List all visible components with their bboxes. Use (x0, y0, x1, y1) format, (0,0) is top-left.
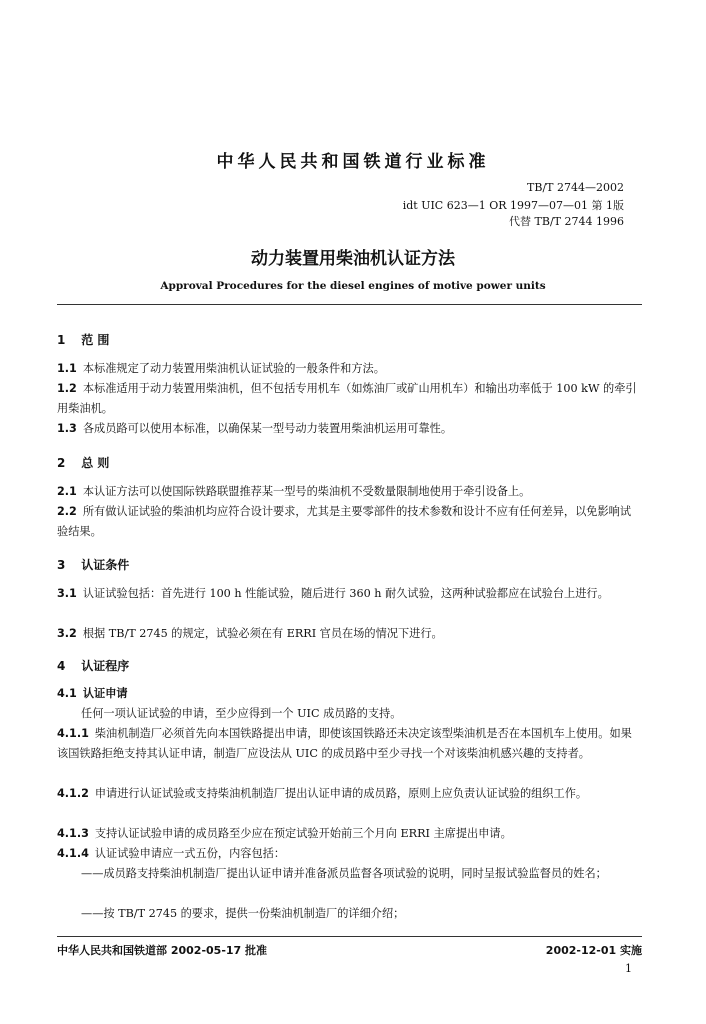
paragraph-4-1-2 (57, 784, 642, 804)
paragraph-text: 本标准适用于动力装置用柴油机，但不包括专用机车（如炼油厂或矿山用机车）和输出功率低于 100 kW 的牵引用柴油机。 (57, 382, 637, 415)
section-number: 4 (57, 659, 66, 673)
paragraph-number: 4.1.3 (57, 827, 89, 840)
paragraph-number: 4.1.1 (57, 727, 89, 740)
paragraph-text: 认证试验申请应一式五份，内容包括： (94, 847, 286, 860)
list-item-text: ——按 TB/T 2745 的要求，提供一份柴油机制造厂的详细介绍； (81, 907, 405, 920)
paragraph-4-1-4 (57, 844, 642, 864)
paragraph-text: 认证试验包括：首先进行 100 h 性能试验，随后进行 360 h 耐久试验，这两种试验都应在试验台上进行。 (82, 587, 609, 600)
paragraph-text: 申请进行认证试验或支持柴油机制造厂提出认证申请的成员路，原则上应负责认证试验的组织工作。 (94, 787, 588, 800)
section-heading-2 (57, 454, 109, 471)
standard-code: TB/T 2744—2002 (527, 181, 624, 194)
document-title-cn: 动力装置用柴油机认证方法 (251, 249, 455, 269)
paragraph-text: 本认证方法可以使国际铁路联盟推荐某一型号的柴油机不受数量限制地使用于牵引设备上。 (82, 485, 531, 498)
paragraph-number: 1.3 (57, 422, 77, 435)
section-number: 2 (57, 456, 66, 470)
implementation-date: 2002-12-01 实施 (545, 944, 642, 957)
paragraph-number: 1.1 (57, 362, 77, 375)
section-title: 认证程序 (81, 659, 130, 673)
section-title: 范 围 (81, 333, 110, 347)
paragraph-1-3 (57, 419, 642, 439)
list-item-dash-2 (57, 904, 642, 924)
section-title: 总 则 (81, 456, 110, 470)
paragraph-2-2 (57, 502, 642, 542)
section-heading-1 (57, 331, 109, 348)
page-number: 1 (625, 962, 632, 975)
org-title: 中华人民共和国铁道行业标准 (216, 152, 490, 172)
section-title: 认证条件 (81, 558, 130, 572)
paragraph-number: 4.1.2 (57, 787, 89, 800)
paragraph-text: 本标准规定了动力装置用柴油机认证试验的一般条件和方法。 (82, 362, 385, 375)
paragraph-text: 支持认证试验申请的成员路至少应在预定试验开始前三个月向 ERRI 主席提出申请。 (94, 827, 512, 840)
paragraph-text: 各成员路可以使用本标准，以确保某一型号动力装置用柴油机运用可靠性。 (82, 422, 453, 435)
paragraph-1-2 (57, 379, 642, 419)
title-divider (57, 304, 642, 305)
paragraph-number: 4.1.4 (57, 847, 89, 860)
paragraph-4-1-1 (57, 724, 642, 764)
paragraph-number: 3.1 (57, 587, 77, 600)
list-item-dash-1 (57, 864, 642, 884)
paragraph-number: 2.2 (57, 505, 77, 518)
section-number: 3 (57, 558, 66, 572)
paragraph-4-1-3 (57, 824, 642, 844)
paragraph-text: 根据 TB/T 2745 的规定，试验必须在有 ERRI 官员在场的情况下进行。 (82, 627, 443, 640)
paragraph-number: 4.1 (57, 687, 77, 700)
section-heading-4 (57, 657, 129, 674)
paragraph-number: 2.1 (57, 485, 77, 498)
paragraph-number: 1.2 (57, 382, 77, 395)
paragraph-number: 3.2 (57, 627, 77, 640)
paragraph-4-1 (57, 684, 642, 704)
paragraph-text: 柴油机制造厂必须首先向本国铁路提出申请，即使该国铁路还未决定该型柴油机是否在本国机车上使用。如果该国铁路拒绝支持其认证申请，制造厂应设法从 UIC 的成员路中至少寻找一个对该柴油机感兴趣的支持者。 (57, 727, 632, 760)
subsection-title: 认证申请 (82, 687, 128, 700)
approval-line: 中华人民共和国铁道部 2002-05-17 批准 (57, 944, 268, 957)
paragraph-text: 任何一项认证试验的申请，至少应得到一个 UIC 成员路的支持。 (81, 707, 402, 720)
idt-reference: idt UIC 623—1 OR 1997—07—01 第 1版 (402, 199, 624, 212)
paragraph-3-2 (57, 624, 642, 644)
footer-divider (57, 936, 642, 937)
section-number: 1 (57, 333, 66, 347)
section-heading-3 (57, 556, 129, 573)
document-title-en: Approval Procedures for the diesel engines of motive power units (160, 280, 546, 292)
list-item-text: ——成员路支持柴油机制造厂提出认证申请并准备派员监督各项试验的说明，同时呈报试验监督员的姓名； (81, 867, 607, 880)
paragraph-2-1 (57, 482, 642, 502)
paragraph-text: 所有做认证试验的柴油机均应符合设计要求，尤其是主要零部件的技术参数和设计不应有任何差异，以免影响试验结果。 (57, 505, 632, 538)
paragraph-4-1-body (57, 704, 642, 724)
paragraph-1-1 (57, 359, 642, 379)
paragraph-3-1 (57, 584, 642, 604)
replaces-reference: 代替 TB/T 2744 1996 (509, 215, 624, 228)
